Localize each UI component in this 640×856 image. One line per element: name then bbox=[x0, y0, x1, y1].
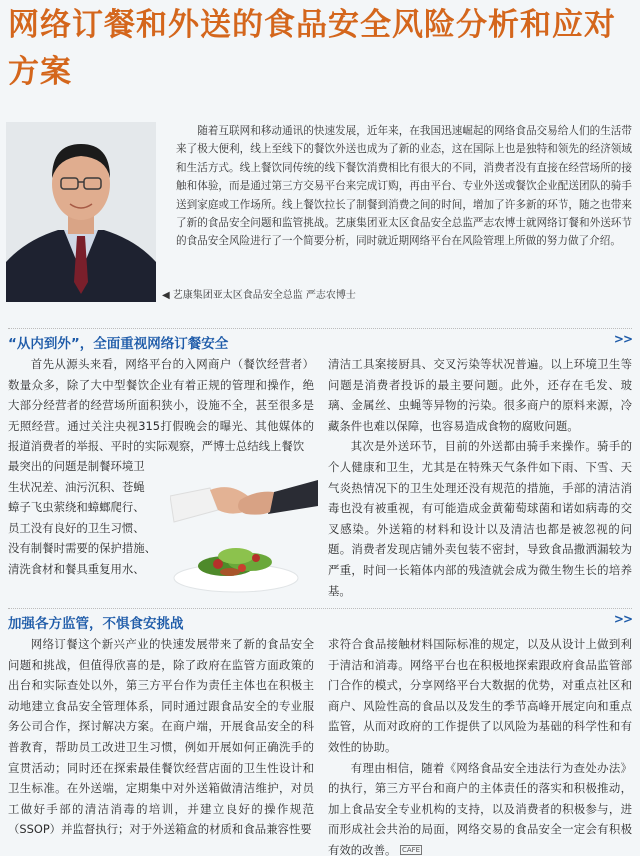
wrap-line: 蟑子飞虫萦绕和蟑螂爬行、 bbox=[8, 500, 145, 515]
section2-right-paragraph-1: 求符合食品接触材料国际标准的规定，以及从设计上做到利于清洁和消毒。网络平台也在积极地探索跟政府食品监管部门合作的模式，分享网络平台大数据的优势，对重点社区和商户、风险性高的食品以及发生的季节高峰开展定向和重点监管，从而对政府的工作提供了以风险为基础的科学性和有效性的协助。 bbox=[328, 637, 632, 754]
section1-right-paragraph-2: 其次是外送环节，目前的外送都由骑手来操作。骑手的个人健康和卫生，尤其是在特殊天气条件如下雨、下雪、天气炎热情况下的卫生处理还没有规范的措施，手部的清洁消毒也没有被重视，有可能造成金黄葡萄球菌和诺如病毒的交叉感染。外送箱的材料和设计以及清洁也都是被忽视的问题。消费者发现店铺外卖包装不密封，导致食品撒洒漏较为严重，时间一长箱体内部的残渣就会成为微生物生长的培养基。 bbox=[328, 439, 632, 598]
photo-caption bbox=[162, 289, 462, 303]
section2-arrow-icon: >> bbox=[613, 612, 632, 626]
wrap-line: 员工没有良好的卫生习惯、 bbox=[8, 520, 145, 535]
section2-left-paragraph: 网络订餐这个新兴产业的快速发展带来了新的食品安全问题和挑战，但值得欣喜的是，除了政府在监管方面政策的出台和实际查处以外，第三方平台作为责任主体也在积极主动地建立食品安全管理体系，同时通过跟食品安全的专业服务公司合作，探讨解决方案。在商户端，开展食品安全的科普教育，帮助员工改进卫生习惯，例如开展如何正确洗手的宣贯活动；同时还在探索最佳餐饮经营店面的卫生性设计和卫生标准。在外送端，定期集中对外送箱做清洁维护，对员工做好手部的清洁消毒的培训，并建立良好的操作规范（SSOP）并监督执行；对于外送箱盒的材质和食品兼容性要 bbox=[8, 637, 314, 837]
handshake-salad-image bbox=[170, 466, 318, 596]
caption-text: 艺康集团亚太区食品安全总监 严志农博士 bbox=[172, 290, 356, 301]
caption-marker: ◀ bbox=[162, 290, 170, 301]
section1-header bbox=[8, 328, 632, 350]
section2-right-column bbox=[328, 634, 632, 856]
section1-heading: “从内到外”，全面重视网络订餐安全 bbox=[8, 336, 229, 352]
wrap-line: 没有制餐时需要的保护措施、 bbox=[8, 541, 157, 556]
section2-header bbox=[8, 608, 632, 630]
article-title: 网络订餐和外送的食品安全风险分析和应对方案 bbox=[8, 7, 616, 90]
section2-left-column bbox=[8, 634, 314, 840]
section2-heading: 加强各方监管，不惧食安挑战 bbox=[8, 616, 184, 632]
section2-right-paragraph-2-text: 有理由相信，随着《网络食品安全违法行为查处办法》的执行，第三方平台和商户的主体责任的落实和积极推动，加上食品安全专业机构的支持，以及消费者的积极参与，进而形成社会共治的局面，网络交易的食品安全一定会有积极有效的改善。 bbox=[328, 760, 632, 856]
section2-right-paragraph-2 bbox=[328, 758, 632, 856]
section1-right-paragraph-1: 清洁工具案接厨具、交叉污染等状况普遍。以上环境卫生等问题是消费者投诉的最主要问题。此外，还存在毛发、玻璃、金属丝、虫蝇等异物的污染。很多商户的原料来源，冷藏条件也难以保障，也容易造成食物的腐败问题。 bbox=[328, 357, 632, 433]
section1-left-paragraph: 首先从源头来看，网络平台的入网商户（餐饮经营者）数量众多，除了大中型餐饮企业有着正规的管理和操作，绝大部分经营者的经营场所面积狭小，设施不全，甚至很多是无照经营。通过关注央视315打假晚会的曝光、其他媒体的报道消费者的举报、平时的实际观察，严博士总结线上餐饮 bbox=[8, 357, 314, 454]
wrap-line: 生状况差、油污沉积、苍蝇 bbox=[8, 479, 145, 494]
section1-left-column bbox=[8, 354, 314, 457]
wrap-line: 清洗食材和餐具重复用水、 bbox=[8, 561, 145, 576]
section1-right-column bbox=[328, 354, 632, 601]
article-intro: 随着互联网和移动通讯的快速发展，近年来，在我国迅速崛起的网络食品交易给人们的生活带来了极大便利，线上至线下的餐饮外送也成为了新的业态，这在国际上也是独特和领先的经济领域和生活方式。线上餐饮同传统的线下餐饮消费相比有很大的不同，消费者没有直接在经营场所的接触和体验，而是通过第三方交易平台来完成订购，再由平台、专业外送或餐饮企业配送团队的骑手送到家庭或工作场所。线上餐饮拉长了制餐到消费之间的时间，增加了许多新的环节，随之也带来了新的食品安全问题和监管挑战。艺康集团亚太区食品安全总监严志农博士就网络订餐和外送环节的食品安全风险进行了一个简要分析，同时就近期网络平台在风险管理上所做的努力做了介绍。 bbox=[176, 125, 632, 248]
section1-arrow-icon: >> bbox=[613, 332, 632, 346]
portrait-photo bbox=[6, 122, 156, 302]
end-mark-icon: CAFE bbox=[401, 846, 421, 855]
wrap-line: 最突出的问题是制餐环境卫 bbox=[8, 459, 145, 473]
section1-left-wrap bbox=[8, 456, 168, 580]
